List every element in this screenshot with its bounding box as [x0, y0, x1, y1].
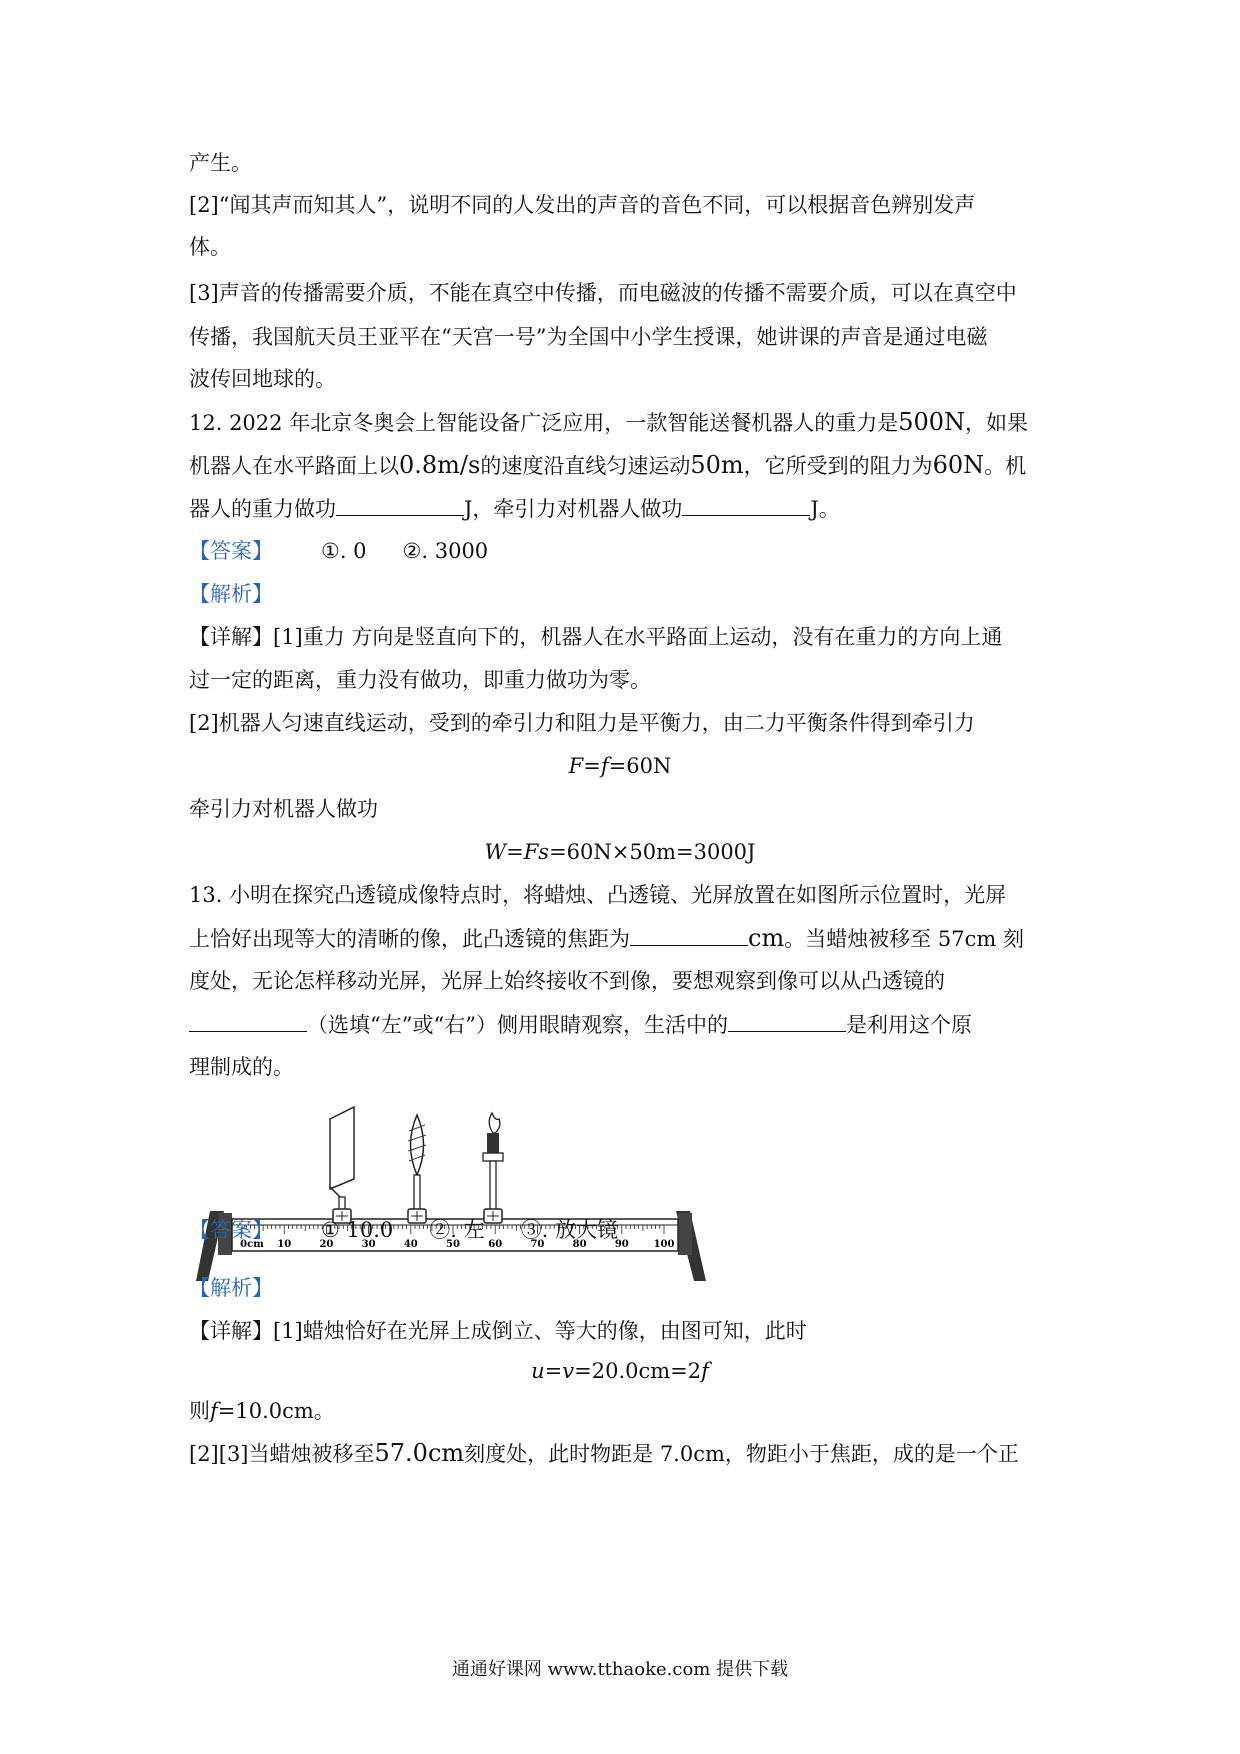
answer-item: ②. 3000	[402, 539, 489, 563]
convex-lens	[411, 1115, 424, 1175]
detail-label: 【详解】	[189, 625, 273, 649]
analysis-line	[189, 579, 1049, 609]
text-line: 产生。	[189, 151, 252, 175]
answer-line	[189, 1215, 1049, 1245]
ruler-tick-label: 100	[653, 1239, 675, 1250]
ruler-tick-label: 80	[572, 1239, 587, 1250]
answer-blank[interactable]	[189, 1009, 307, 1032]
ruler-tick-label: 10	[277, 1239, 292, 1250]
ruler-tick-label: 50	[446, 1239, 460, 1250]
question-12-line-3: 器人的重力做功 J，牵引力对机器人做功 J。	[189, 493, 1049, 524]
answer-label: 【答案】	[189, 539, 273, 563]
question-13-line-3: 度处，无论怎样移动光屏，光屏上始终接收不到像，要想观察到像可以从凸透镜的	[189, 969, 945, 993]
text-line: 体。	[189, 235, 231, 259]
text-line: 牵引力对机器人做功	[189, 797, 378, 821]
answer-item: ①. 0	[321, 539, 367, 563]
question-13-line-1: 13. 小明在探究凸透镜成像特点时，将蜡烛、凸透镜、光屏放置在如图所示位置时，光屏	[189, 883, 1007, 907]
answer-item: ②. 左	[429, 1218, 485, 1242]
answer-label: 【答案】	[189, 1218, 273, 1242]
answer-blank[interactable]	[728, 1009, 846, 1032]
text-line: 传播，我国航天员王亚平在“天宫一号”为全国中小学生授课，她讲课的声音是通过电磁	[189, 325, 988, 349]
question-12-line-1: 12. 2022 年北京冬奥会上智能设备广泛应用，一款智能送餐机器人的重力是500N，如果	[189, 408, 1029, 436]
footer-source: 通通好课网 www.tthaoke.com 提供下载	[451, 1659, 789, 1680]
ruler-tick-label: 30	[361, 1239, 376, 1250]
optical-bench-diagram	[190, 1083, 720, 1293]
text-line: [2]机器人匀速直线运动，受到的牵引力和阻力是平衡力，由二力平衡条件得到牵引力	[189, 711, 975, 735]
text-line: [2]“闻其声而知其人”，说明不同的人发出的声音的音色不同，可以根据音色辨别发声	[189, 193, 976, 217]
answer-blank[interactable]	[682, 493, 810, 516]
question-13-line-4: （选填“左”或“右”）侧用眼睛观察，生活中的 是利用这个原	[189, 1009, 1049, 1040]
detail-line: 【详解】[1]蜡烛恰好在光屏上成倒立、等大的像，由图可知，此时	[189, 1319, 807, 1343]
answer-line	[189, 536, 1049, 566]
ruler-tick-label: 70	[530, 1239, 545, 1250]
equation: F=f=60N	[568, 754, 672, 778]
optical-bench-figure	[190, 1083, 720, 1293]
text-line: 则f=10.0cm。	[189, 1399, 335, 1423]
analysis-label: 【解析】	[189, 1276, 273, 1300]
text-line: 过一定的距离，重力没有做功，即重力做功为零。	[189, 668, 651, 692]
light-screen	[330, 1107, 354, 1189]
ruler-tick-label: 0cm	[240, 1239, 264, 1250]
detail-label: 【详解】	[189, 1319, 273, 1343]
equation: u=v=20.0cm=2f	[531, 1359, 709, 1383]
detail-line: 【详解】[1]重力 方向是竖直向下的，机器人在水平路面上运动，没有在重力的方向上通	[189, 625, 1003, 649]
ruler-tick-label: 40	[403, 1239, 418, 1250]
answer-blank[interactable]	[630, 923, 748, 946]
ruler-tick-label: 60	[488, 1239, 503, 1250]
candle-flame	[489, 1113, 500, 1133]
answer-item: ③. 放大镜	[520, 1218, 618, 1242]
equation: W=Fs=60N×50m=3000J	[484, 840, 756, 864]
text-line: 波传回地球的。	[189, 367, 336, 391]
ruler-tick-label: 20	[319, 1239, 334, 1250]
answer-blank[interactable]	[336, 493, 464, 516]
candle	[487, 1133, 499, 1153]
question-12-line-2: 机器人在水平路面上以0.8m/s的速度沿直线匀速运动50m，它所受到的阻力为60N。机	[189, 451, 1027, 479]
question-13-line-2: 上恰好出现等大的清晰的像，此凸透镜的焦距为 cm。当蜡烛被移至 57cm 刻	[189, 924, 1024, 952]
text-line: [2][3]当蜡烛被移至57.0cm刻度处，此时物距是 7.0cm，物距小于焦距，成的是一个正	[189, 1439, 1019, 1467]
ruler-tick-label: 90	[614, 1239, 629, 1250]
text-line: [3]声音的传播需要介质，不能在真空中传播，而电磁波的传播不需要介质，可以在真空中	[189, 281, 1017, 305]
analysis-label: 【解析】	[189, 582, 273, 606]
question-13-line-5: 理制成的。	[189, 1055, 294, 1079]
answer-item: ① 10.0	[321, 1218, 394, 1242]
analysis-line	[189, 1273, 1049, 1303]
